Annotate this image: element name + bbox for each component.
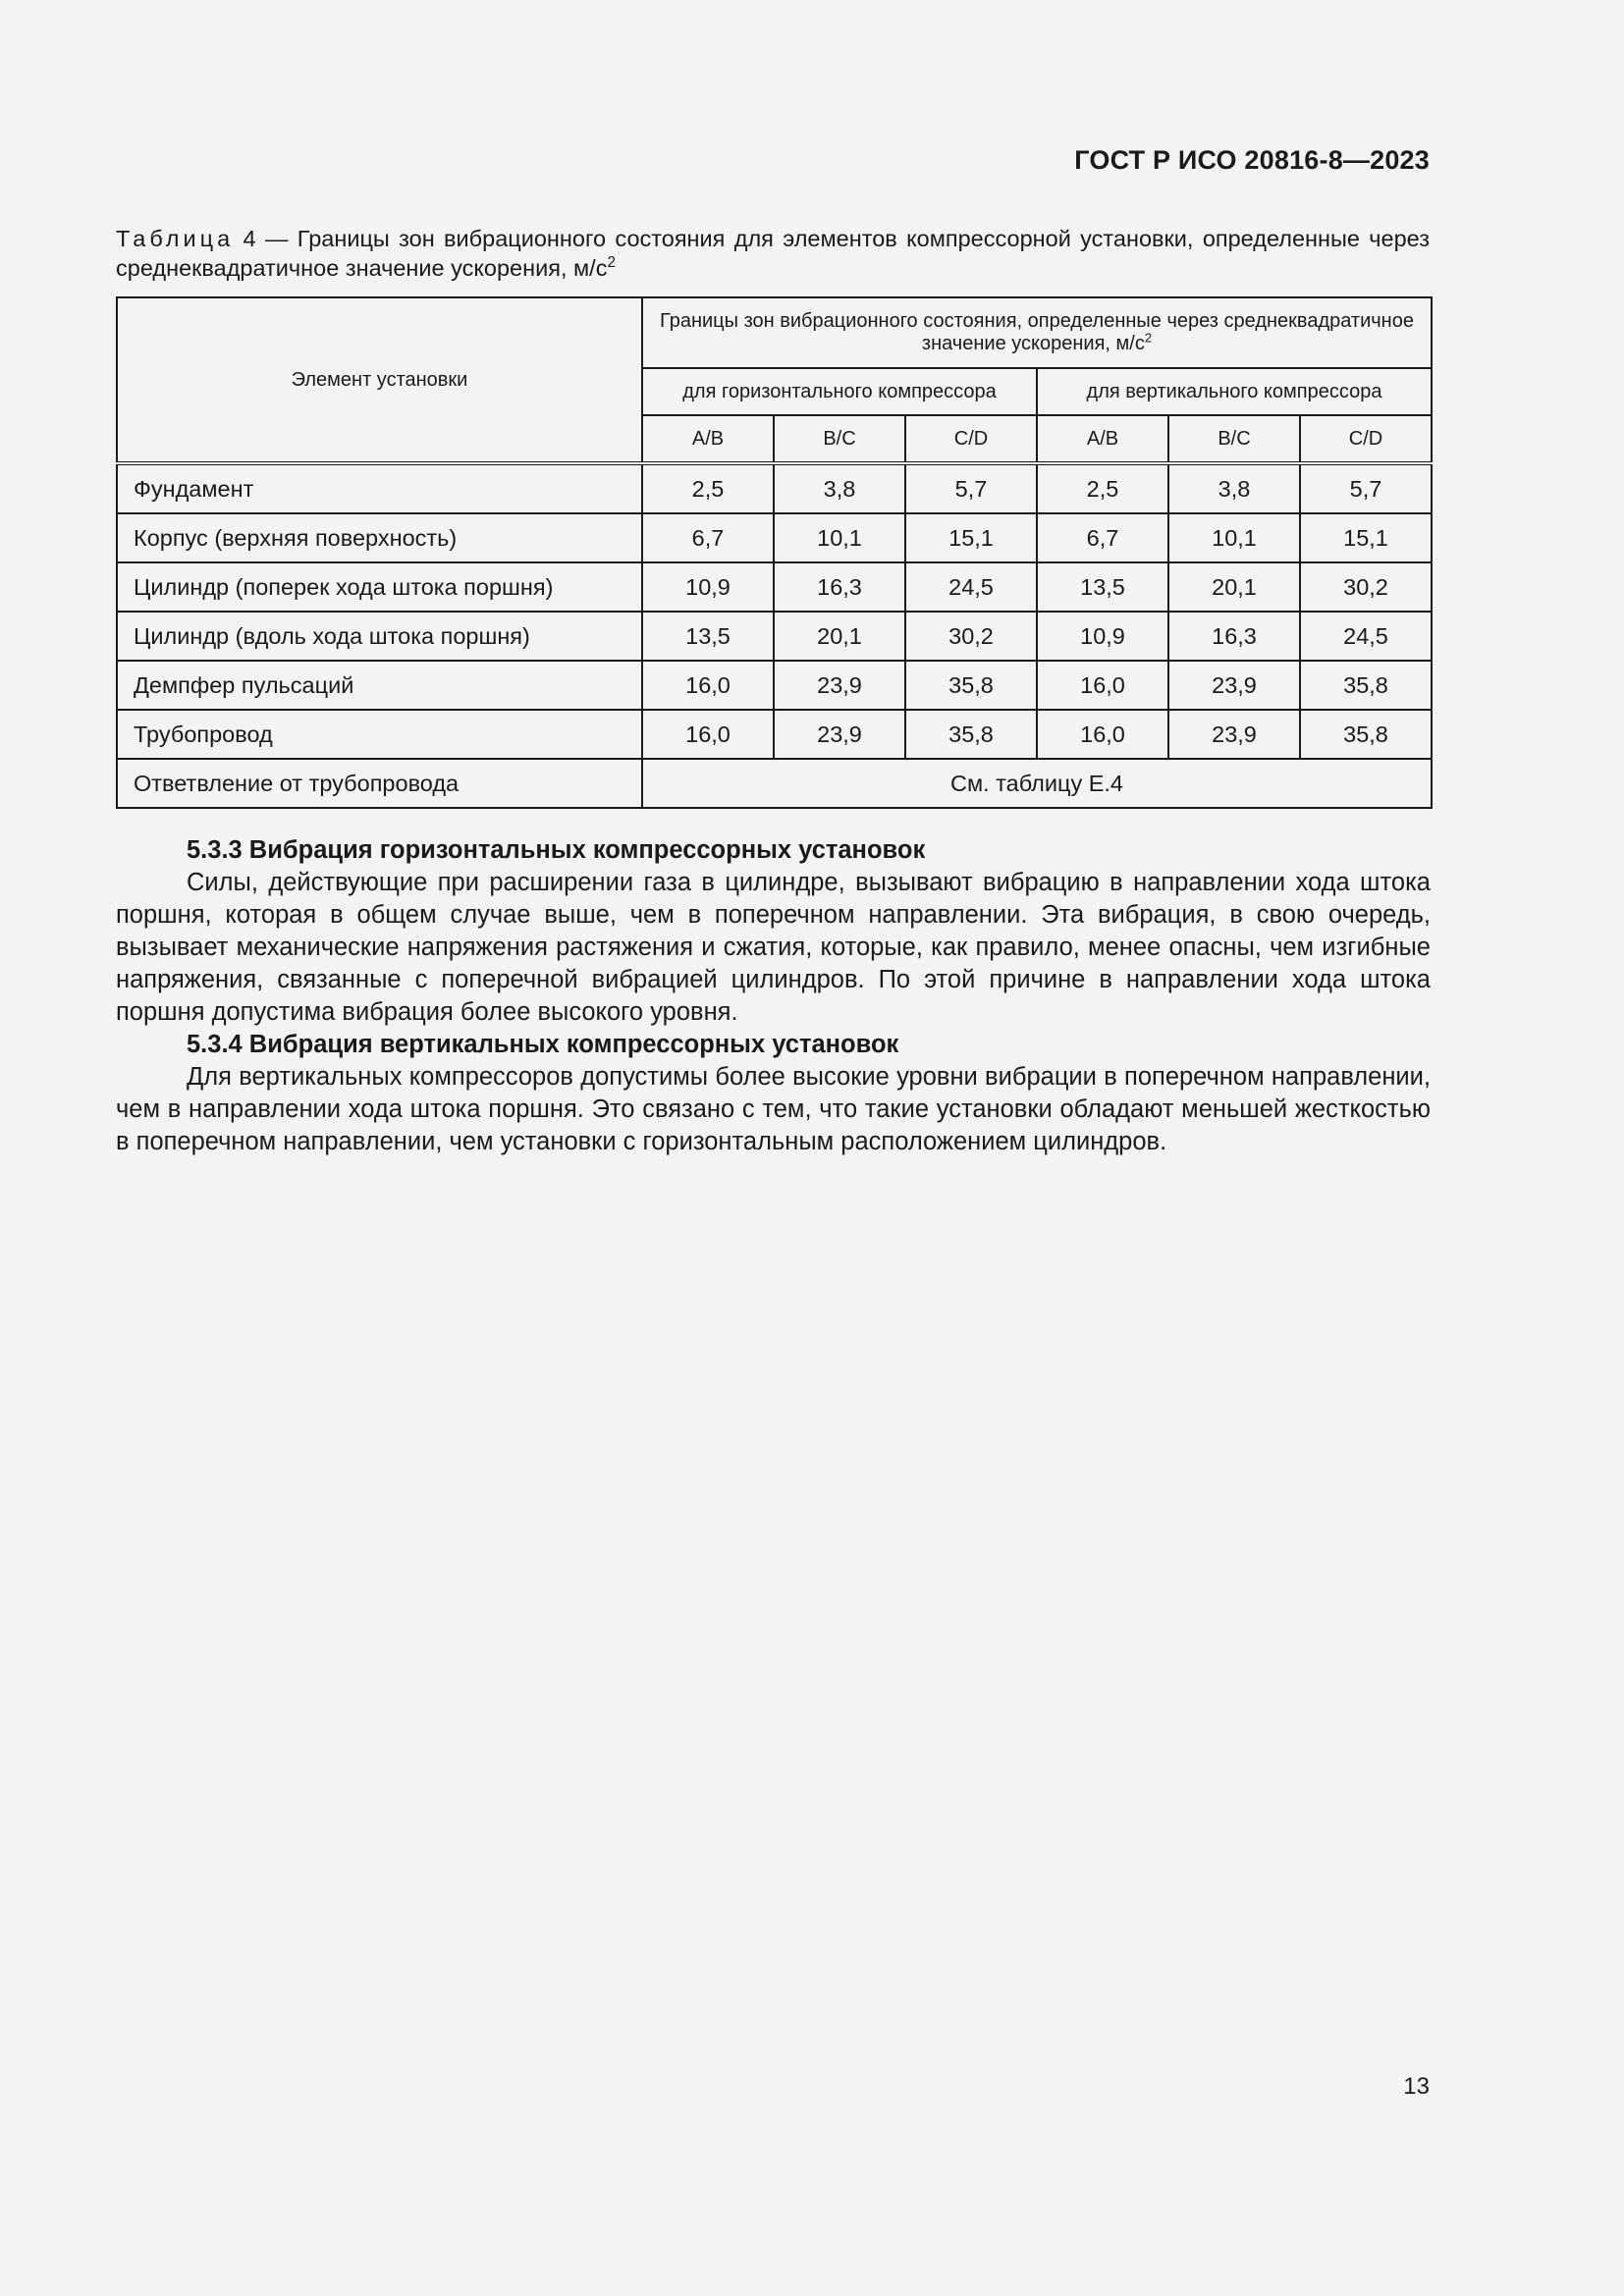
row-name: Демпфер пульсаций: [117, 661, 642, 710]
table-cell: 13,5: [1037, 562, 1168, 612]
table-cell: 23,9: [774, 661, 905, 710]
table-cell: 23,9: [1168, 710, 1300, 759]
section-paragraph: Для вертикальных компрессоров допустимы более высокие уровни вибрации в поперечном направлении, чем в направлении хода штока поршня. Это связано с тем, что такие установки обладают меньшей жесткостью в поперечном направлении, чем установки с горизонтальным расположением цилиндров.: [116, 1063, 1431, 1155]
table-row: [117, 612, 1432, 661]
table-cell: 35,8: [905, 661, 1037, 710]
table-cell: 35,8: [1300, 710, 1432, 759]
zone-header: B/C: [774, 415, 905, 463]
table-caption-sup: 2: [607, 254, 616, 272]
table-cell: 10,9: [642, 562, 774, 612]
table-cell: 16,3: [774, 562, 905, 612]
table-cell: 2,5: [1037, 463, 1168, 513]
zone-header: B/C: [1168, 415, 1300, 463]
table-cell-reference: См. таблицу Е.4: [642, 759, 1432, 808]
table-cell: 10,9: [1037, 612, 1168, 661]
table-row: [117, 710, 1432, 759]
table-cell: 15,1: [1300, 513, 1432, 562]
table-row: [117, 513, 1432, 562]
section-heading: 5.3.3 Вибрация горизонтальных компрессорных установок: [187, 836, 926, 864]
table-row: [117, 661, 1432, 710]
table-cell: 16,3: [1168, 612, 1300, 661]
table-cell: 20,1: [1168, 562, 1300, 612]
column-group-title: Границы зон вибрационного состояния, определенные через среднеквадратичное значение ускорения, м/с: [660, 310, 1414, 354]
table-cell: 16,0: [642, 661, 774, 710]
row-name: Фундамент: [117, 463, 642, 513]
table-cell: 35,8: [905, 710, 1037, 759]
table-caption-text: 4 — Границы зон вибрационного состояния для элементов компрессорной установки, определенные через среднеквадратичное значение ускорения, м/с: [116, 226, 1430, 281]
zone-header: C/D: [1300, 415, 1432, 463]
table-cell: 6,7: [1037, 513, 1168, 562]
table-cell: 30,2: [905, 612, 1037, 661]
column-group-title-sup: 2: [1144, 330, 1153, 346]
table-row: [117, 463, 1432, 513]
table-cell: 3,8: [774, 463, 905, 513]
table-cell: 2,5: [642, 463, 774, 513]
document-id: ГОСТ Р ИСО 20816-8—2023: [1074, 145, 1430, 175]
body-text: [116, 834, 1431, 1158]
section-heading: 5.3.4 Вибрация вертикальных компрессорных установок: [187, 1031, 899, 1058]
table-cell: 20,1: [774, 612, 905, 661]
zone-header: C/D: [905, 415, 1037, 463]
vibration-zones-table: [116, 296, 1431, 809]
row-name: Цилиндр (вдоль хода штока поршня): [117, 612, 642, 661]
column-group-header: [642, 297, 1432, 368]
table-cell: 35,8: [1300, 661, 1432, 710]
table-cell: 23,9: [774, 710, 905, 759]
table-caption-label: Таблица: [116, 226, 235, 251]
table-cell: 24,5: [1300, 612, 1432, 661]
table-cell: 16,0: [642, 710, 774, 759]
table-caption: [116, 224, 1430, 283]
table-cell: 13,5: [642, 612, 774, 661]
row-name: Ответвление от трубопровода: [117, 759, 642, 808]
table-cell: 16,0: [1037, 661, 1168, 710]
table-cell: 30,2: [1300, 562, 1432, 612]
page-number: 13: [1403, 2073, 1430, 2100]
subheader-vertical: для вертикального компрессора: [1037, 368, 1432, 415]
table-cell: 10,1: [1168, 513, 1300, 562]
row-name: Цилиндр (поперек хода штока поршня): [117, 562, 642, 612]
row-name: Корпус (верхняя поверхность): [117, 513, 642, 562]
subheader-horizontal: для горизонтального компрессора: [642, 368, 1037, 415]
zone-header: A/B: [642, 415, 774, 463]
row-name: Трубопровод: [117, 710, 642, 759]
table-cell: 15,1: [905, 513, 1037, 562]
section-paragraph: Силы, действующие при расширении газа в цилиндре, вызывают вибрацию в направлении хода штока поршня, которая в общем случае выше, чем в поперечном направлении. Эта вибрация, в свою очередь, вызывает механические напряжения растяжения и сжатия, которые, как правило, менее опасны, чем изгибные напряжения, связанные с поперечной вибрацией цилиндров. По этой причине в направлении хода штока поршня допустима вибрация более высокого уровня.: [116, 869, 1431, 1026]
table-cell: 10,1: [774, 513, 905, 562]
table-cell: 3,8: [1168, 463, 1300, 513]
table-cell: 6,7: [642, 513, 774, 562]
table-cell: 23,9: [1168, 661, 1300, 710]
column-header-element: Элемент установки: [117, 297, 642, 463]
table-cell: 24,5: [905, 562, 1037, 612]
table-cell: 5,7: [1300, 463, 1432, 513]
table-row: [117, 759, 1432, 808]
table-cell: 5,7: [905, 463, 1037, 513]
zone-header: A/B: [1037, 415, 1168, 463]
table-cell: 16,0: [1037, 710, 1168, 759]
table-row: [117, 562, 1432, 612]
